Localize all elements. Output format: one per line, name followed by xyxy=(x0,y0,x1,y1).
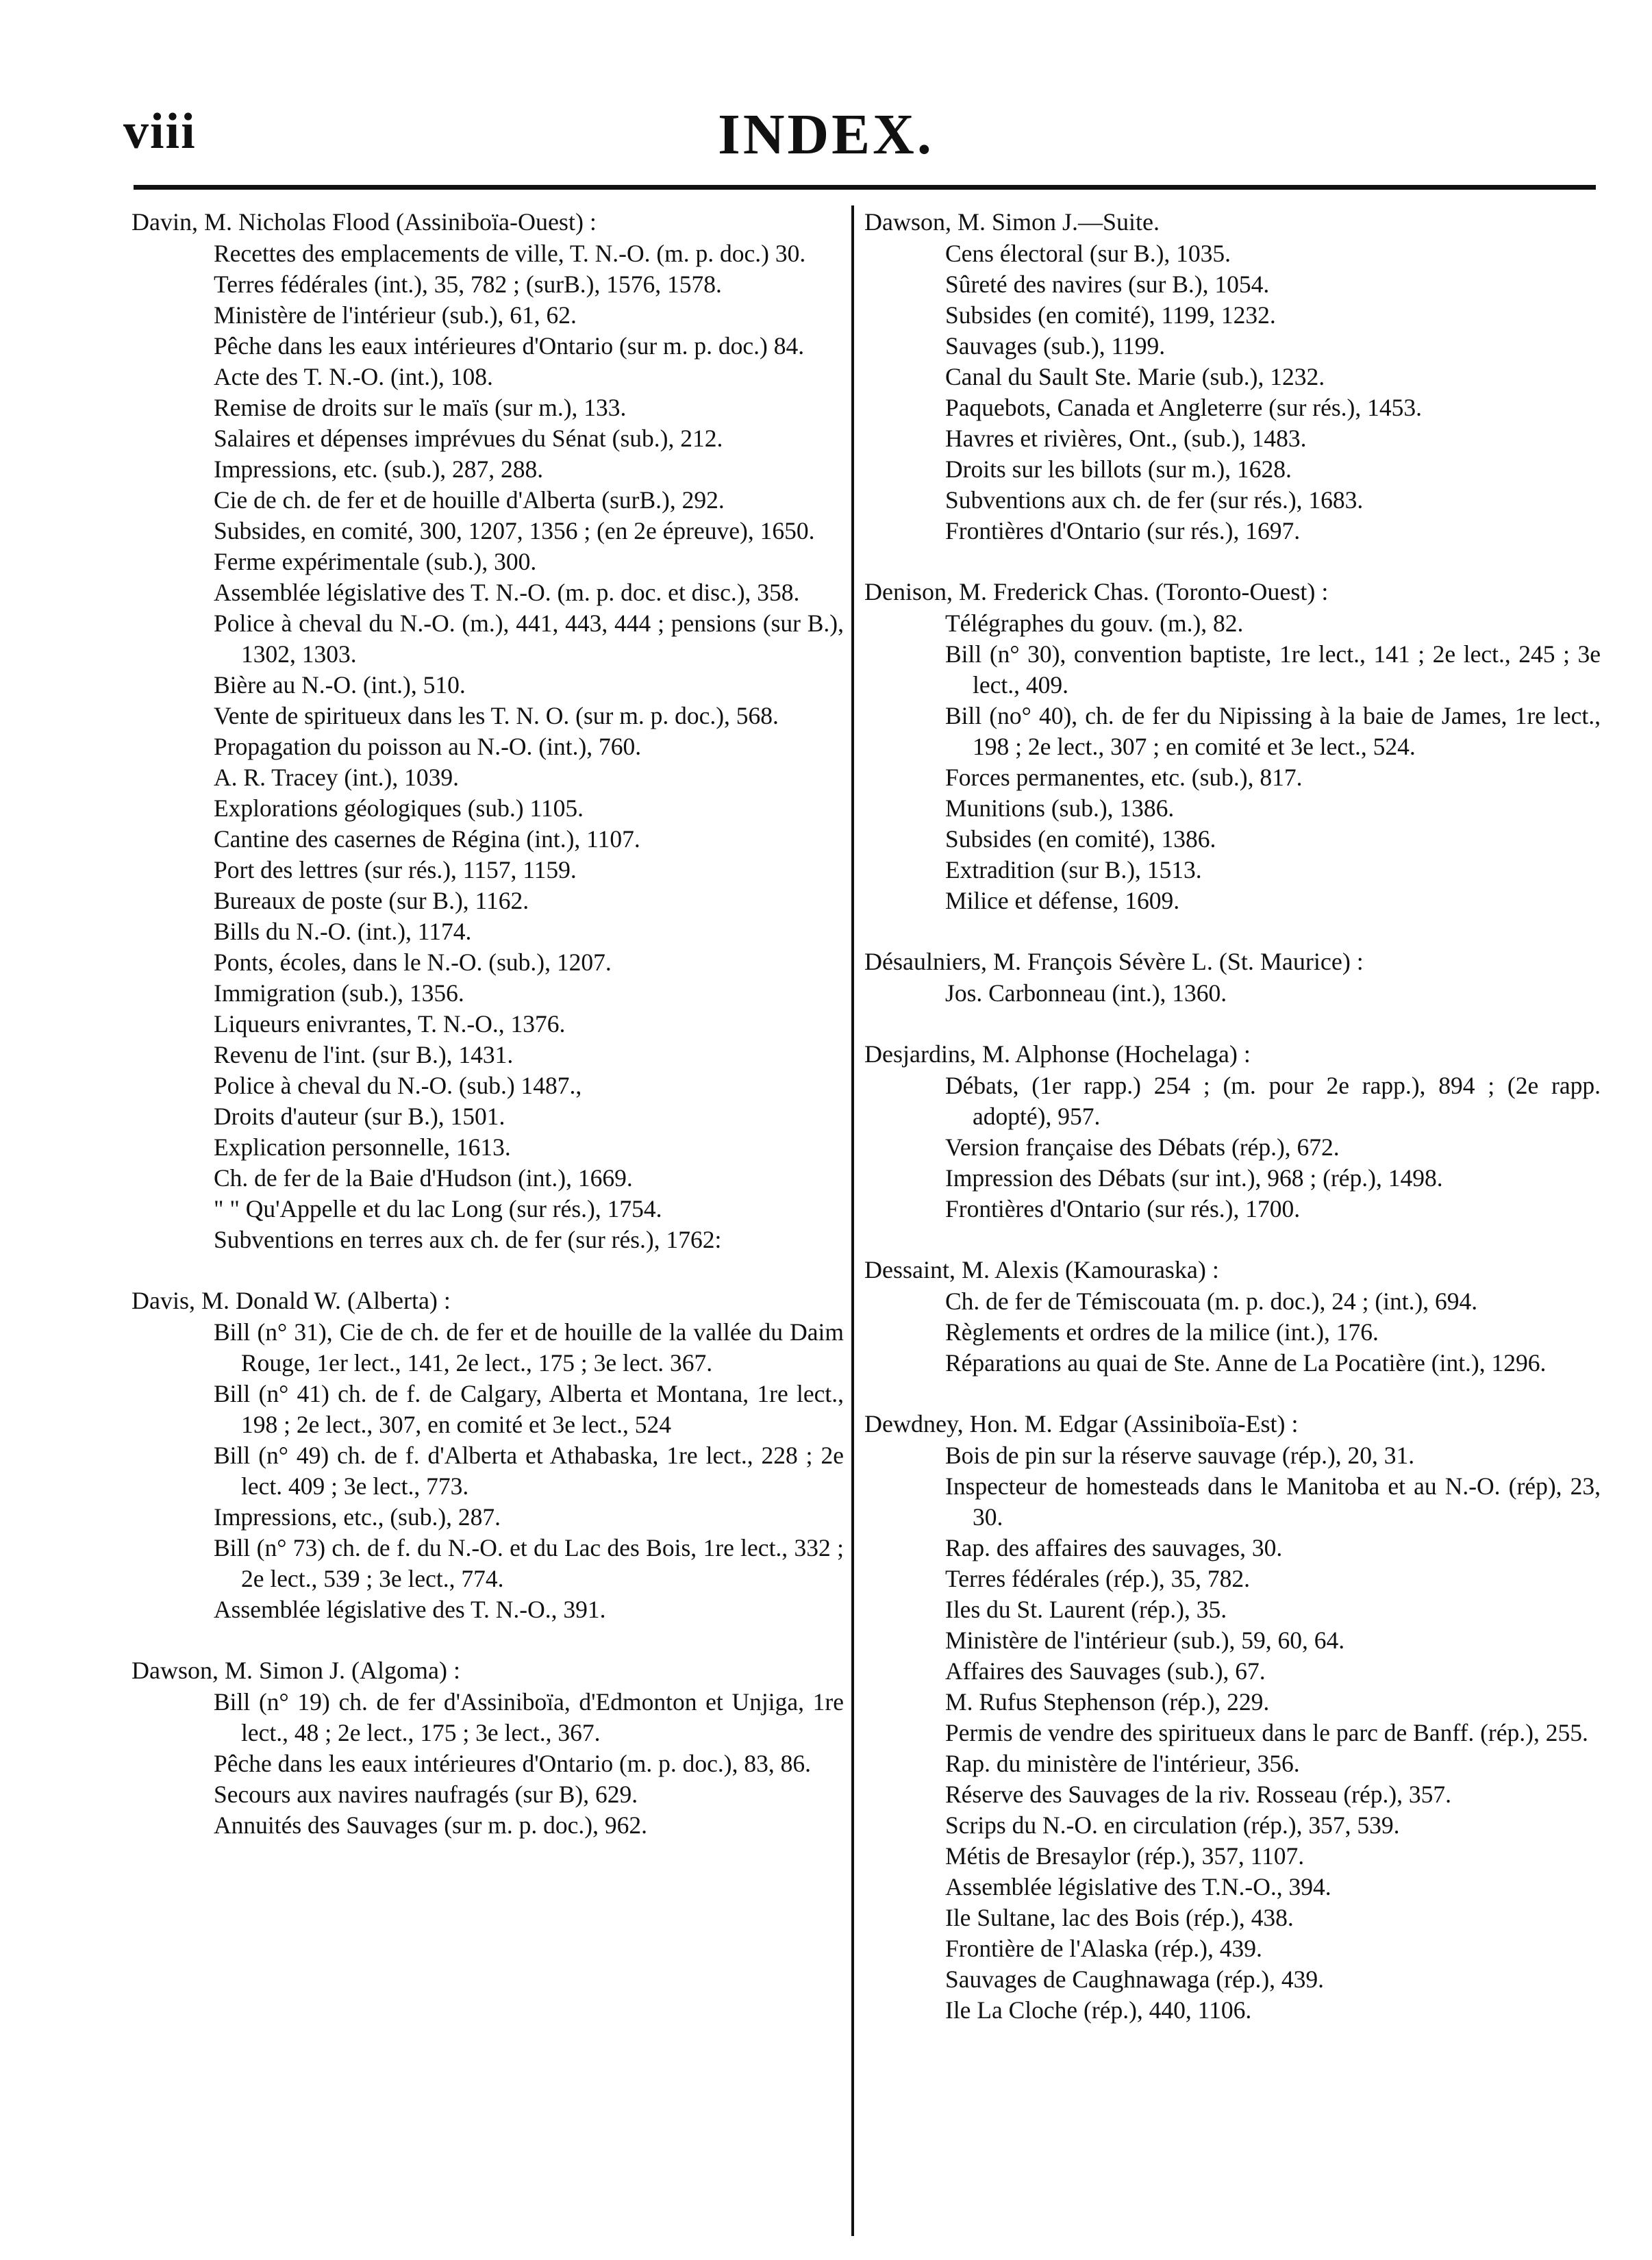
entry-heading: Davin, M. Nicholas Flood (Assiniboïa-Ouest) : xyxy=(132,208,597,236)
entry-item: Métis de Bresaylor (rép.), 357, 1107. xyxy=(945,1842,1305,1870)
index-entry xyxy=(864,1038,1601,1225)
entry-item: Bois de pin sur la réserve sauvage (rép.), 20, 31. xyxy=(945,1442,1415,1469)
entry-item: Havres et rivières, Ont., (sub.), 1483. xyxy=(945,425,1307,452)
entry-item: Munitions (sub.), 1386. xyxy=(945,794,1175,822)
index-entry xyxy=(132,205,844,1255)
entry-item: Subventions aux ch. de fer (sur rés.), 1683. xyxy=(945,486,1364,514)
entry-item: Débats, (1er rapp.) 254 ; (m. pour 2e rapp.), 894 ; (2e rapp. adopté), 957. xyxy=(945,1072,1601,1130)
entry-item: Acte des T. N.-O. (int.), 108. xyxy=(214,363,493,390)
entry-item: M. Rufus Stephenson (rép.), 229. xyxy=(945,1688,1270,1716)
entry-item: Pêche dans les eaux intérieures d'Ontario (sur m. p. doc.) 84. xyxy=(214,332,805,360)
entry-heading: Desjardins, M. Alphonse (Hochelaga) : xyxy=(864,1040,1251,1068)
entry-item: Milice et défense, 1609. xyxy=(945,887,1180,914)
entry-item: Impression des Débats (sur int.), 968 ; (rép.), 1498. xyxy=(945,1164,1443,1192)
entry-item: Permis de vendre des spiritueux dans le parc de Banff. (rép.), 255. xyxy=(945,1719,1588,1746)
entry-item: Bureaux de poste (sur B.), 1162. xyxy=(214,887,529,914)
index-entry xyxy=(864,945,1601,1009)
entry-item: Explication personnelle, 1613. xyxy=(214,1133,511,1161)
entry-item: Police à cheval du N.-O. (m.), 441, 443, 444 ; pensions (sur B.), 1302, 1303. xyxy=(214,610,844,668)
entry-item: Impressions, etc. (sub.), 287, 288. xyxy=(214,455,544,483)
index-entry xyxy=(864,575,1601,916)
entry-item: Salaires et dépenses imprévues du Sénat (sub.), 212. xyxy=(214,425,723,452)
entry-heading: Désaulniers, M. François Sévère L. (St. Maurice) : xyxy=(864,948,1364,975)
index-entry xyxy=(864,1407,1601,2026)
entry-item: Inspecteur de homesteads dans le Manitoba et au N.-O. (rép), 23, 30. xyxy=(945,1472,1601,1531)
entry-heading: Denison, M. Frederick Chas. (Toronto-Ouest) : xyxy=(864,578,1329,605)
entry-item: Bill (n° 19) ch. de fer d'Assiniboïa, d'Edmonton et Unjiga, 1re lect., 48 ; 2e lect., 175 ; 3e lect., 367. xyxy=(214,1688,844,1746)
entry-item: Bill (n° 73) ch. de f. du N.-O. et du Lac des Bois, 1re lect., 332 ; 2e lect., 539 ; 3e lect., 774. xyxy=(214,1534,844,1592)
entry-item: Immigration (sub.), 1356. xyxy=(214,979,464,1007)
entry-item: Rap. des affaires des sauvages, 30. xyxy=(945,1534,1283,1561)
entry-item: Revenu de l'int. (sur B.), 1431. xyxy=(214,1041,514,1068)
entry-item: Subsides (en comité), 1386. xyxy=(945,825,1216,853)
entry-item: Bills du N.-O. (int.), 1174. xyxy=(214,918,472,945)
entry-heading: Dawson, M. Simon J. (Algoma) : xyxy=(132,1657,460,1684)
entry-item: Cens électoral (sur B.), 1035. xyxy=(945,240,1231,267)
entry-item: Recettes des emplacements de ville, T. N.-O. (m. p. doc.) 30. xyxy=(214,240,806,267)
entry-item: Jos. Carbonneau (int.), 1360. xyxy=(945,979,1227,1007)
entry-heading: Davis, M. Donald W. (Alberta) : xyxy=(132,1287,451,1314)
entry-item: Subsides (en comité), 1199, 1232. xyxy=(945,301,1276,329)
entry-item: Ministère de l'intérieur (sub.), 61, 62. xyxy=(214,301,577,329)
entry-item: Réserve des Sauvages de la riv. Rosseau (rép.), 357. xyxy=(945,1781,1452,1808)
entry-item: Extradition (sur B.), 1513. xyxy=(945,856,1202,883)
index-entry xyxy=(864,205,1601,547)
entry-item: Rap. du ministère de l'intérieur, 356. xyxy=(945,1750,1300,1777)
entry-item: " " Qu'Appelle et du lac Long (sur rés.), 1754. xyxy=(214,1195,662,1222)
entry-item: Propagation du poisson au N.-O. (int.), 760. xyxy=(214,733,642,760)
entry-item: Canal du Sault Ste. Marie (sub.), 1232. xyxy=(945,363,1325,390)
entry-item: Bill (n° 31), Cie de ch. de fer et de houille de la vallée du Daim Rouge, 1er lect., 141, 2e lect., 175 ; 3e lect. 367. xyxy=(214,1318,844,1377)
entry-item: Cantine des casernes de Régina (int.), 1107. xyxy=(214,825,640,853)
entry-item: Bière au N.-O. (int.), 510. xyxy=(214,671,466,699)
entry-item: Affaires des Sauvages (sub.), 67. xyxy=(945,1657,1266,1685)
entry-item: Frontières d'Ontario (sur rés.), 1700. xyxy=(945,1195,1301,1222)
entry-item: A. R. Tracey (int.), 1039. xyxy=(214,764,459,791)
entry-item: Télégraphes du gouv. (m.), 82. xyxy=(945,610,1244,637)
entry-item: Version française des Débats (rép.), 672. xyxy=(945,1133,1340,1161)
header-rule xyxy=(134,185,1596,190)
entry-item: Cie de ch. de fer et de houille d'Alberta (surB.), 292. xyxy=(214,486,725,514)
entry-item: Sauvages (sub.), 1199. xyxy=(945,332,1166,360)
entry-item: Police à cheval du N.-O. (sub.) 1487., xyxy=(214,1072,582,1099)
left-column xyxy=(132,205,844,1870)
entry-heading: Dewdney, Hon. M. Edgar (Assiniboïa-Est) : xyxy=(864,1410,1299,1437)
entry-item: Scrips du N.-O. en circulation (rép.), 357, 539. xyxy=(945,1811,1400,1839)
entry-item: Règlements et ordres de la milice (int.), 176. xyxy=(945,1318,1379,1346)
entry-item: Droits sur les billots (sur m.), 1628. xyxy=(945,455,1292,483)
entry-item: Liqueurs enivrantes, T. N.-O., 1376. xyxy=(214,1010,566,1038)
entry-item: Ministère de l'intérieur (sub.), 59, 60, 64. xyxy=(945,1627,1345,1654)
entry-item: Paquebots, Canada et Angleterre (sur rés.), 1453. xyxy=(945,394,1422,421)
index-entry xyxy=(864,1253,1601,1379)
entry-item: Bill (n° 30), convention baptiste, 1re lect., 141 ; 2e lect., 245 ; 3e lect., 409. xyxy=(945,640,1601,699)
index-entry xyxy=(132,1284,844,1625)
entry-item: Explorations géologiques (sub.) 1105. xyxy=(214,794,584,822)
entry-item: Terres fédérales (int.), 35, 782 ; (surB.), 1576, 1578. xyxy=(214,271,722,298)
entry-item: Bill (n° 41) ch. de f. de Calgary, Alberta et Montana, 1re lect., 198 ; 2e lect., 307, en comité et 3e lect., 524 xyxy=(214,1380,844,1438)
entry-item: Impressions, etc., (sub.), 287. xyxy=(214,1503,501,1531)
entry-item: Ile Sultane, lac des Bois (rép.), 438. xyxy=(945,1904,1294,1931)
right-column xyxy=(864,205,1601,2055)
entry-item: Réparations au quai de Ste. Anne de La Pocatière (int.), 1296. xyxy=(945,1349,1547,1377)
entry-heading: Dessaint, M. Alexis (Kamouraska) : xyxy=(864,1256,1219,1283)
entry-item: Subsides, en comité, 300, 1207, 1356 ; (en 2e épreuve), 1650. xyxy=(214,517,815,544)
entry-heading: Dawson, M. Simon J.—Suite. xyxy=(864,208,1160,236)
entry-item: Subventions en terres aux ch. de fer (sur rés.), 1762: xyxy=(214,1226,722,1253)
column-divider xyxy=(851,205,854,2236)
entry-item: Ch. de fer de la Baie d'Hudson (int.), 1669. xyxy=(214,1164,633,1192)
entry-item: Sûreté des navires (sur B.), 1054. xyxy=(945,271,1270,298)
entry-item: Forces permanentes, etc. (sub.), 817. xyxy=(945,764,1303,791)
entry-item: Droits d'auteur (sur B.), 1501. xyxy=(214,1103,505,1130)
entry-item: Port des lettres (sur rés.), 1157, 1159. xyxy=(214,856,577,883)
entry-item: Assemblée législative des T.N.-O., 394. xyxy=(945,1873,1331,1900)
entry-item: Ch. de fer de Témiscouata (m. p. doc.), 24 ; (int.), 694. xyxy=(945,1288,1478,1315)
entry-item: Assemblée législative des T. N.-O., 391. xyxy=(214,1596,606,1623)
entry-item: Iles du St. Laurent (rép.), 35. xyxy=(945,1596,1227,1623)
entry-item: Terres fédérales (rép.), 35, 782. xyxy=(945,1565,1250,1592)
entry-item: Sauvages de Caughnawaga (rép.), 439. xyxy=(945,1966,1325,1993)
entry-item: Bill (no° 40), ch. de fer du Nipissing à la baie de James, 1re lect., 198 ; 2e lect., 307 ; en comité et 3e lect., 524. xyxy=(945,702,1601,760)
entry-item: Annuités des Sauvages (sur m. p. doc.), 962. xyxy=(214,1811,647,1839)
entry-item: Ponts, écoles, dans le N.-O. (sub.), 1207. xyxy=(214,949,612,976)
page-number: viii xyxy=(123,103,197,160)
index-entry xyxy=(132,1654,844,1841)
page-title: INDEX. xyxy=(718,103,934,166)
entry-item: Remise de droits sur le maïs (sur m.), 133. xyxy=(214,394,627,421)
entry-item: Frontières d'Ontario (sur rés.), 1697. xyxy=(945,517,1301,544)
entry-item: Ile La Cloche (rép.), 440, 1106. xyxy=(945,1996,1252,2024)
entry-item: Assemblée législative des T. N.-O. (m. p. doc. et disc.), 358. xyxy=(214,579,800,606)
entry-item: Vente de spiritueux dans les T. N. O. (sur m. p. doc.), 568. xyxy=(214,702,779,729)
entry-item: Bill (n° 49) ch. de f. d'Alberta et Athabaska, 1re lect., 228 ; 2e lect. 409 ; 3e lect., 773. xyxy=(214,1442,844,1500)
entry-item: Pêche dans les eaux intérieures d'Ontario (m. p. doc.), 83, 86. xyxy=(214,1750,811,1777)
entry-item: Frontière de l'Alaska (rép.), 439. xyxy=(945,1935,1262,1962)
entry-item: Secours aux navires naufragés (sur B), 629. xyxy=(214,1781,638,1808)
entry-item: Ferme expérimentale (sub.), 300. xyxy=(214,548,537,575)
